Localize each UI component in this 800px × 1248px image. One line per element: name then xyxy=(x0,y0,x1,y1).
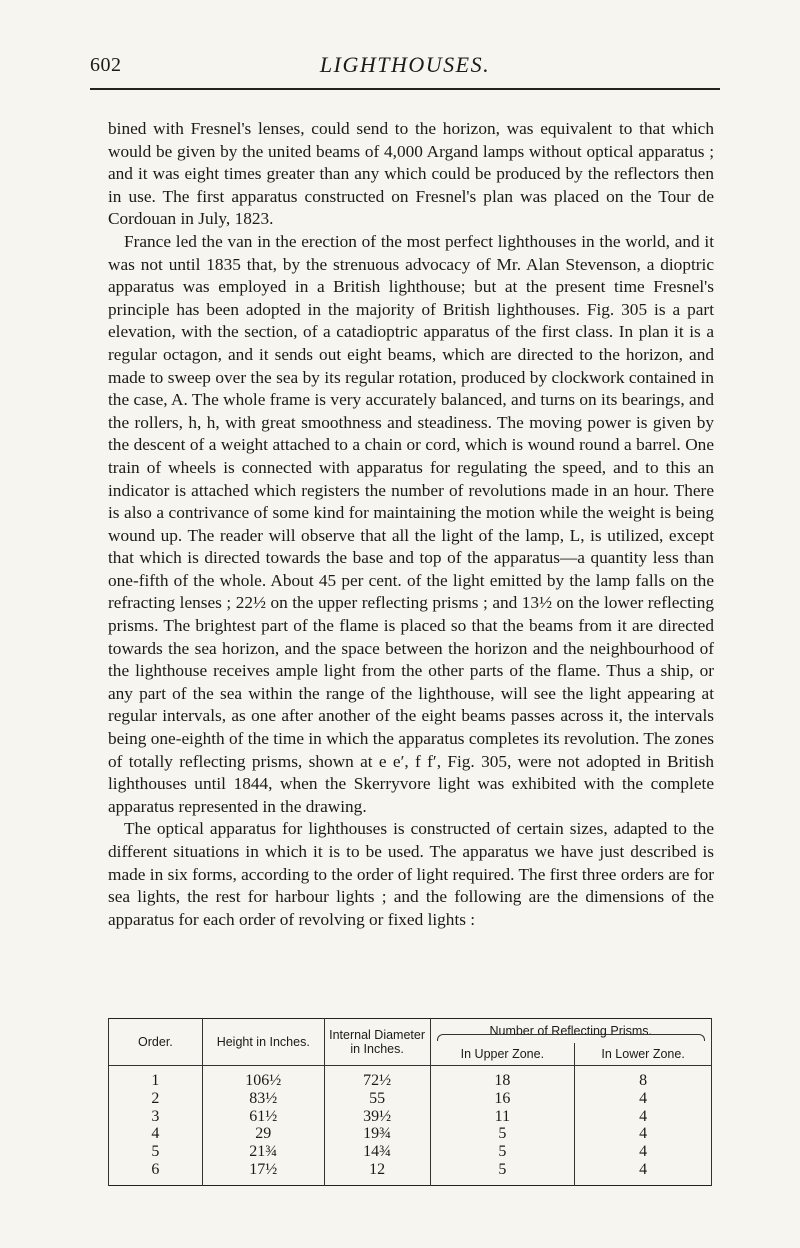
cell-lower: 8 xyxy=(575,1066,712,1090)
cell-height: 83½ xyxy=(202,1090,324,1108)
cell-upper: 5 xyxy=(430,1143,575,1161)
cell-diameter: 72½ xyxy=(324,1066,430,1090)
cell-height: 17½ xyxy=(202,1161,324,1185)
cell-order: 1 xyxy=(109,1066,203,1090)
cell-order: 4 xyxy=(109,1125,203,1143)
cell-height: 61½ xyxy=(202,1108,324,1126)
cell-order: 3 xyxy=(109,1108,203,1126)
cell-upper: 5 xyxy=(430,1161,575,1185)
table-row xyxy=(109,1125,712,1143)
paragraph: bined with Fresnel's lenses, could send to the horizon, was equivalent to that which would be given by the united beams of 4,000 Argand lamps without optical apparatus ; and it was eight times greater than any which could be produced by the reflectors then in use. The first apparatus constructed on Fresnel's plan was placed on the Tour de Cordouan in July, 1823. xyxy=(108,119,714,229)
header-height: Height in Inches. xyxy=(202,1019,324,1066)
cell-order: 6 xyxy=(109,1161,203,1185)
header-diameter: Internal Diameter in Inches. xyxy=(324,1019,430,1066)
header-order: Order. xyxy=(109,1019,203,1066)
brace-line xyxy=(437,1034,706,1041)
cell-lower: 4 xyxy=(575,1125,712,1143)
paragraph: France led the van in the erection of the most perfect lighthouses in the world, and it was not until 1835 that, by the strenuous advocacy of Mr. Alan Stevenson, a dioptric apparatus was employed in a British lighthouse; but at the present time Fresnel's principle has been adopted in the majority of British lighthouses. Fig. 305 is a part elevation, with the section, of a catadioptric apparatus of the first class. In plan it is a regular octagon, and it sends out eight beams, which are directed to the horizon, and made to sweep over the sea by its regular rotation, produced by clockwork contained in the case, A. The whole frame is very accurately balanced, and turns on its bearings, and the rollers, h, h, with great smoothness and steadiness. The moving power is given by the descent of a weight attached to a chain or cord, which is wound round a barrel. One train of wheels is connected with apparatus for regulating the speed, and to this an indicator is attached which registers the number of revolutions made in an hour. There is also a contrivance of some kind for maintaining the motion while the weight is being wound up. The reader will observe that all the light of the lamp, L, is utilized, except that which is directed towards the base and top of the apparatus—a quantity less than one-fifth of the whole. About 45 per cent. of the light emitted by the lamp falls on the refracting lenses ; 22½ on the upper reflecting prisms ; and 13½ on the lower reflecting prisms. The brightest part of the flame is placed so that the beams from it are directed towards the sea horizon, and the space between the horizon and the neighbourhood of the lighthouse receives ample light from the other parts of the flame. Thus a ship, or any part of the sea within the range of the lighthouse, will see the light appearing at regular intervals, as one after another of the eight beams passes across it, the intervals being one-eighth of the time in which the apparatus completes its revolution. The zones of totally reflecting prisms, shown at e e′, f f′, Fig. 305, were not adopted in British lighthouses until 1844, when the Skerryvore light was exhibited with the complete apparatus represented in the drawing. xyxy=(108,231,714,816)
cell-diameter: 55 xyxy=(324,1090,430,1108)
lighthouse-orders-table xyxy=(108,1018,712,1186)
cell-lower: 4 xyxy=(575,1143,712,1161)
page-number: 602 xyxy=(90,54,122,76)
cell-diameter: 39½ xyxy=(324,1108,430,1126)
cell-order: 5 xyxy=(109,1143,203,1161)
cell-upper: 5 xyxy=(430,1125,575,1143)
cell-height: 29 xyxy=(202,1125,324,1143)
cell-height: 21¾ xyxy=(202,1143,324,1161)
table-row xyxy=(109,1143,712,1161)
table-row xyxy=(109,1161,712,1185)
cell-diameter: 14¾ xyxy=(324,1143,430,1161)
table-row xyxy=(109,1066,712,1090)
header-lower-zone: In Lower Zone. xyxy=(575,1043,712,1066)
cell-upper: 11 xyxy=(430,1108,575,1126)
running-head: LIGHTHOUSES. xyxy=(319,52,491,77)
cell-diameter: 12 xyxy=(324,1161,430,1185)
cell-lower: 4 xyxy=(575,1161,712,1185)
body-text xyxy=(108,118,714,931)
header-prisms-group xyxy=(430,1019,712,1044)
cell-lower: 4 xyxy=(575,1090,712,1108)
page-header xyxy=(90,48,720,90)
cell-diameter: 19¾ xyxy=(324,1125,430,1143)
cell-order: 2 xyxy=(109,1090,203,1108)
header-prisms-group-label: Number of Reflecting Prisms. xyxy=(489,1024,653,1038)
paragraph: The optical apparatus for lighthouses is constructed of certain sizes, adapted to the different situations in which it is to be used. The apparatus we have just described is made in six forms, according to the order of light required. The first three orders are for sea lights, the rest for harbour lights ; and the following are the dimensions of the apparatus for each order of revolving or fixed lights : xyxy=(108,819,714,929)
cell-upper: 18 xyxy=(430,1066,575,1090)
cell-upper: 16 xyxy=(430,1090,575,1108)
table-row xyxy=(109,1090,712,1108)
table-row xyxy=(109,1108,712,1126)
cell-height: 106½ xyxy=(202,1066,324,1090)
cell-lower: 4 xyxy=(575,1108,712,1126)
header-upper-zone: In Upper Zone. xyxy=(430,1043,575,1066)
